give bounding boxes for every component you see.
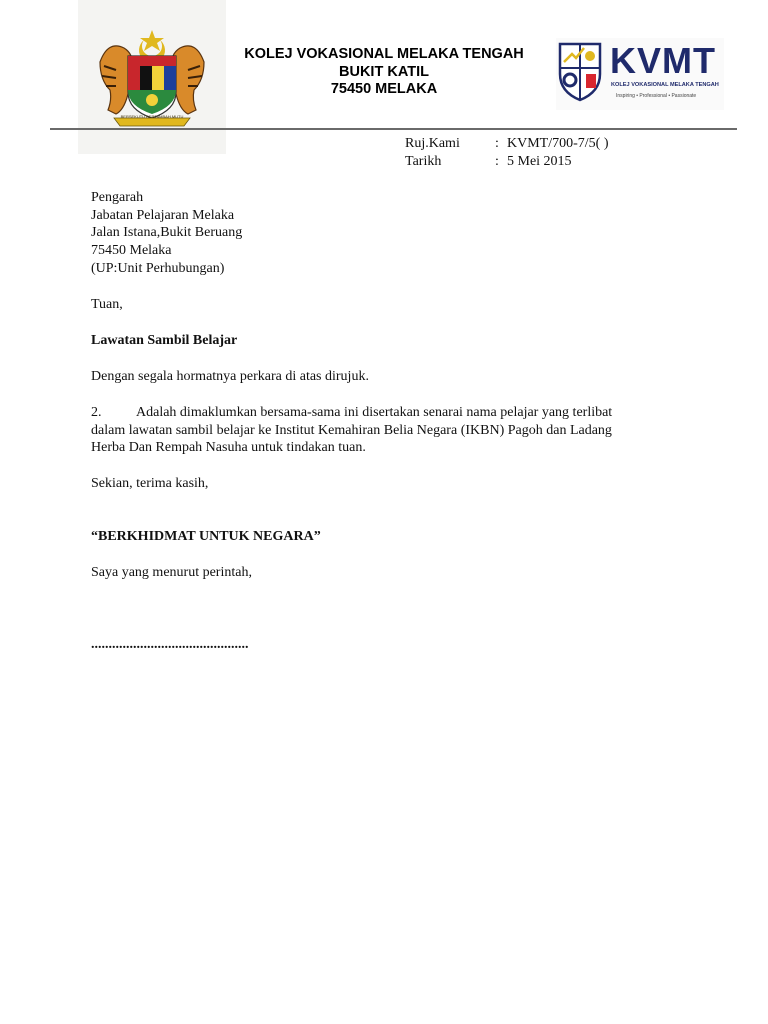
paragraph-2-line-2: dalam lawatan sambil belajar ke Institut Kemahiran Belia Negara (IKBN) Pagoh dan Ladang <box>91 422 612 438</box>
letter-subject: Lawatan Sambil Belajar <box>91 333 238 348</box>
letterhead-divider <box>50 128 737 130</box>
date-label: Tarikh <box>405 154 442 169</box>
logo-subtitle: KOLEJ VOKASIONAL MELAKA TENGAH <box>611 82 719 88</box>
recipient-title: Pengarah <box>91 190 144 205</box>
reference-number: KVMT/700-7/5( ) <box>507 136 609 151</box>
institution-locality: BUKIT KATIL <box>339 63 429 80</box>
date-separator: : <box>495 154 499 169</box>
institution-header <box>226 46 542 99</box>
salutation: Tuan, <box>91 297 123 312</box>
date-row <box>405 153 705 171</box>
paragraph-2-line-1: Adalah dimaklumkan bersama-sama ini disertakan senarai nama pelajar yang terlibat <box>136 405 613 420</box>
recipient-postcode-city: 75450 Melaka <box>91 243 172 259</box>
paragraph-1: Dengan segala hormatnya perkara di atas dirujuk. <box>91 369 369 384</box>
sign-off: Saya yang menurut perintah, <box>91 565 252 580</box>
service-motto: “BERKHIDMAT UNTUK NEGARA” <box>91 529 321 544</box>
recipient-department: Jabatan Pelajaran Melaka <box>91 207 235 223</box>
paragraph-2 <box>91 404 612 457</box>
logo-wordmark: KVMT <box>610 40 716 81</box>
logo-tagline: Inspiring • Professional • Passionate <box>616 93 697 99</box>
coat-of-arms-crest <box>78 0 226 154</box>
recipient-address <box>91 189 242 278</box>
kvmt-logo <box>556 38 724 110</box>
recipient-attention: (UP:Unit Perhubungan) <box>91 260 225 276</box>
signature-line: ............................................. <box>91 637 249 652</box>
reference-row <box>405 135 705 153</box>
reference-label: Ruj.Kami <box>405 136 460 151</box>
institution-postcode-city: 75450 MELAKA <box>330 81 438 97</box>
crest-motto: BERSEKUTU BERTAMBAH MUTU <box>120 114 184 119</box>
paragraph-2-line-3: Herba Dan Rempah Nasuha untuk tindakan tuan. <box>91 440 366 456</box>
paragraph-number: 2. <box>91 405 102 420</box>
institution-name: KOLEJ VOKASIONAL MELAKA TENGAH <box>244 46 524 62</box>
closing-remark: Sekian, terima kasih, <box>91 476 209 491</box>
date-value: 5 Mei 2015 <box>507 154 572 169</box>
reference-separator: : <box>495 136 499 151</box>
recipient-street: Jalan Istana,Bukit Beruang <box>91 225 243 241</box>
